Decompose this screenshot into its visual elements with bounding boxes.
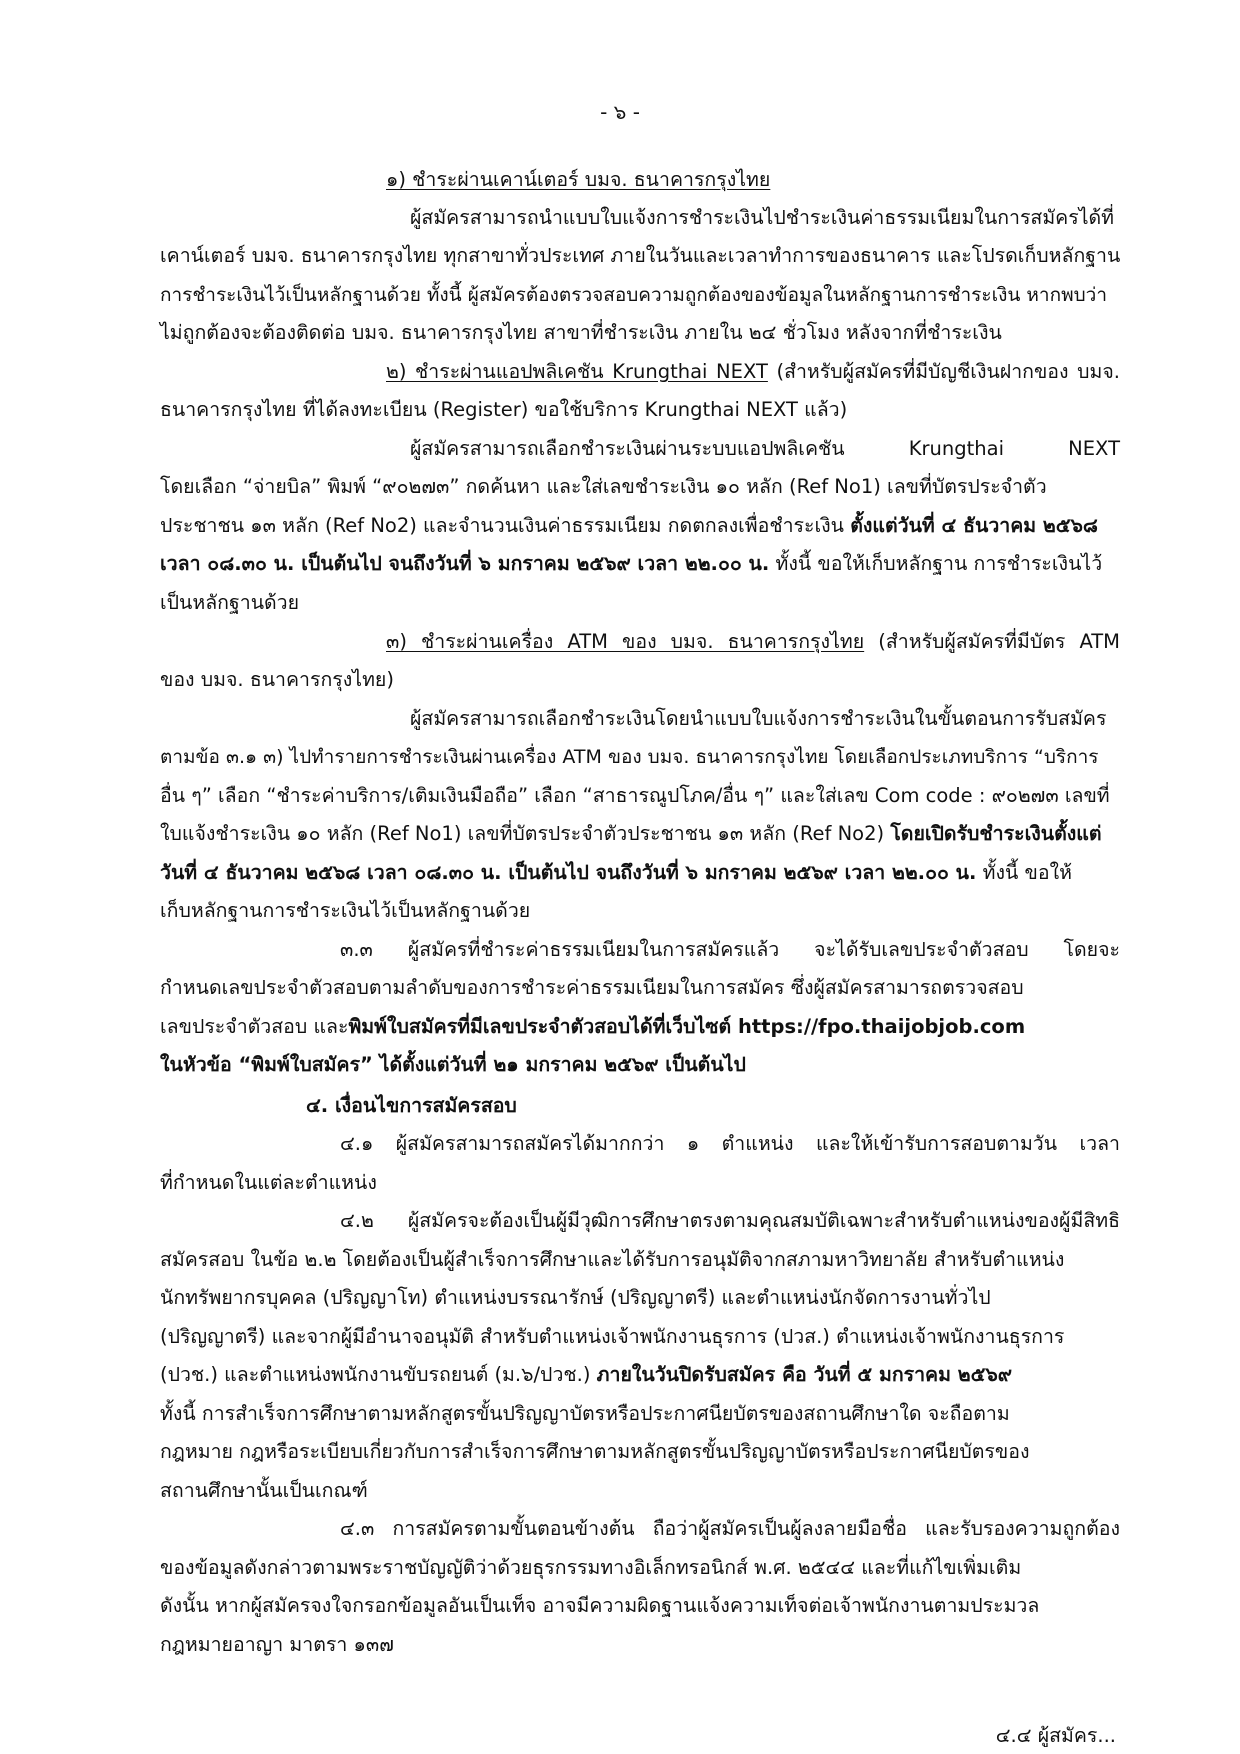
p42-line-5 bbox=[160, 1361, 1012, 1389]
s3-line-7-bold: วันที่ ๔ ธันวาคม ๒๕๖๘ เวลา ๐๘.๓๐ น. เป็นต้นไป จนถึงวันที่ ๖ มกราคม ๒๕๖๙ เวลา ๒๒.๐๐ น. bbox=[160, 861, 977, 884]
p41-line-1: ๔.๑ ผู้สมัครสามารถสมัครได้มากกว่า ๑ ตำแหน่ง และให้เข้ารับการสอบตามวัน เวลา bbox=[340, 1132, 1120, 1155]
p42-line-5-text: (ปวช.) และตำแหน่งพนักงานขับรถยนต์ (ม.๖/ปวช.) bbox=[160, 1363, 597, 1386]
s2-line-6-bold: เวลา ๐๘.๓๐ น. เป็นต้นไป จนถึงวันที่ ๖ มกราคม ๒๕๖๙ เวลา ๒๒.๐๐ น. bbox=[160, 552, 770, 575]
s2-line-7: เป็นหลักฐานด้วย bbox=[160, 591, 300, 614]
s33-line-4: ในหัวข้อ “พิมพ์ใบสมัคร” ได้ตั้งแต่วันที่ ๒๑ มกราคม ๒๕๖๙ เป็นต้นไป bbox=[160, 1053, 746, 1076]
s33-line-3-bold: พิมพ์ใบสมัครที่มีเลขประจำตัวสอบได้ที่เว็บไซต์ https://fpo.thaijobjob.com bbox=[348, 1015, 1026, 1038]
s3-line-8: เก็บหลักฐานการชำระเงินไว้เป็นหลักฐานด้วย bbox=[160, 899, 531, 922]
p42-line-6: ทั้งนี้ การสำเร็จการศึกษาตามหลักสูตรขั้นปริญญาบัตรหรือประกาศนียบัตรของสถานศึกษาใด จะถือตาม bbox=[160, 1402, 1010, 1425]
s3-line-6-bold: โดยเปิดรับชำระเงินตั้งแต่ bbox=[890, 822, 1102, 845]
s3-heading-rest: (สำหรับผู้สมัครที่มีบัตร ATM bbox=[864, 630, 1121, 653]
s3-heading-underlined: ๓) ชำระผ่านเครื่อง ATM ของ บมจ. ธนาคารกรุงไทย bbox=[386, 630, 865, 653]
s33-line-1: ๓.๓ ผู้สมัครที่ชำระค่าธรรมเนียมในการสมัครแล้ว จะได้รับเลขประจำตัวสอบ โดยจะ bbox=[340, 938, 1120, 961]
s2-line-6-text: ทั้งนี้ ขอให้เก็บหลักฐาน การชำระเงินไว้ bbox=[769, 552, 1103, 575]
s3-line-6-text: ใบแจ้งชำระเงิน ๑๐ หลัก (Ref No1) เลขที่บัตรประจำตัวประชาชน ๑๓ หลัก (Ref No2) bbox=[160, 822, 891, 845]
s33-line-3 bbox=[160, 1013, 1025, 1041]
s2-heading-rest: (สำหรับผู้สมัครที่มีบัญชีเงินฝากของ บมจ. bbox=[767, 360, 1120, 383]
s1-line-3: การชำระเงินไว้เป็นหลักฐานด้วย ทั้งนี้ ผู้สมัครต้องตรวจสอบความถูกต้องของข้อมูลในหลักฐานการชำระเงิน หากพบว่า bbox=[160, 284, 1108, 306]
s3-line-3: ผู้สมัครสามารถเลือกชำระเงินโดยนำแบบใบแจ้งการชำระเงินในขั้นตอนการรับสมัคร bbox=[410, 707, 1107, 730]
s2-line-6 bbox=[160, 550, 1102, 578]
s1-line-1: ผู้สมัครสามารถนำแบบใบแจ้งการชำระเงินไปชำระเงินค่าธรรมเนียมในการสมัครได้ที่ bbox=[410, 206, 1115, 229]
p42-line-1: ๔.๒ ผู้สมัครจะต้องเป็นผู้มีวุฒิการศึกษาตรงตามคุณสมบัติเฉพาะสำหรับตำแหน่งของผู้มีสิทธิ bbox=[340, 1209, 1120, 1232]
p42-line-4: (ปริญญาตรี) และจากผู้มีอำนาจอนุมัติ สำหรับตำแหน่งเจ้าพนักงานธุรการ (ปวส.) ตำแหน่งเจ้าพนักงานธุรการ bbox=[160, 1325, 1065, 1348]
s4-heading: ๔. เงื่อนไขการสมัครสอบ bbox=[306, 1094, 517, 1117]
s2-line-5-bold: ตั้งแต่วันที่ ๔ ธันวาคม ๒๕๖๘ bbox=[850, 514, 1098, 537]
s3-heading bbox=[386, 628, 1120, 656]
s33-line-2: กำหนดเลขประจำตัวสอบตามลำดับของการชำระค่าธรรมเนียมในการสมัคร ซึ่งผู้สมัครสามารถตรวจสอบ bbox=[160, 976, 1024, 999]
s2-line-5 bbox=[160, 512, 1098, 540]
p42-line-7: กฎหมาย กฎหรือระเบียบเกี่ยวกับการสำเร็จการศึกษาตามหลักสูตรขั้นปริญญาบัตรหรือประกาศนียบัตรของ bbox=[160, 1440, 1030, 1463]
s2-line-2: ธนาคารกรุงไทย ที่ได้ลงทะเบียน (Register) ขอใช้บริการ Krungthai NEXT แล้ว) bbox=[160, 398, 848, 421]
s2-line-3: ผู้สมัครสามารถเลือกชำระเงินผ่านระบบแอปพลิเคชัน Krungthai NEXT bbox=[410, 437, 1120, 460]
s2-line-5-text: ประชาชน ๑๓ หลัก (Ref No2) และจำนวนเงินค่าธรรมเนียม กดตกลงเพื่อชำระเงิน bbox=[160, 514, 851, 537]
s3-line-5: อื่น ๆ” เลือก “ชำระค่าบริการ/เติมเงินมือถือ” เลือก “สาธารณูปโภค/อื่น ๆ” และใส่เลข Com code : ๙๐๒๗๓ เลขที่ bbox=[160, 784, 1110, 807]
s1-line-4: ไม่ถูกต้องจะต้องติดต่อ บมจ. ธนาคารกรุงไทย สาขาที่ชำระเงิน ภายใน ๒๔ ชั่วโมง หลังจากที่ชำระเงิน bbox=[160, 321, 1002, 344]
s3-line-2: ของ บมจ. ธนาคารกรุงไทย) bbox=[160, 668, 394, 691]
s2-heading-underlined: ๒) ชำระผ่านแอปพลิเคชัน Krungthai NEXT bbox=[386, 360, 768, 383]
p42-line-8: สถานศึกษานั้นเป็นเกณฑ์ bbox=[160, 1479, 368, 1502]
s2-heading bbox=[386, 358, 1120, 386]
s33-line-3-text: เลขประจำตัวสอบ และ bbox=[160, 1015, 349, 1038]
s3-line-7 bbox=[160, 859, 1072, 887]
p42-line-3: นักทรัพยากรบุคคล (ปริญญาโท) ตำแหน่งบรรณารักษ์ (ปริญญาตรี) และตำแหน่งนักจัดการงานทั่วไป bbox=[160, 1286, 991, 1309]
s1-line-2: เคาน์เตอร์ บมจ. ธนาคารกรุงไทย ทุกสาขาทั่วประเทศ ภายในวันและเวลาทำการของธนาคาร และโปรดเก็บหลักฐาน bbox=[160, 244, 1121, 267]
p42-line-2: สมัครสอบ ในข้อ ๒.๒ โดยต้องเป็นผู้สำเร็จการศึกษาและได้รับการอนุมัติจากสภามหาวิทยาลัย สำหรับตำแหน่ง bbox=[160, 1248, 1065, 1271]
p42-line-5-bold: ภายในวันปิดรับสมัคร คือ วันที่ ๕ มกราคม ๒๕๖๙ bbox=[596, 1363, 1013, 1386]
p41-line-2: ที่กำหนดในแต่ละตำแหน่ง bbox=[160, 1171, 377, 1194]
p43-line-3: ดังนั้น หากผู้สมัครจงใจกรอกข้อมูลอันเป็นเท็จ อาจมีความผิดฐานแจ้งความเท็จต่อเจ้าพนักงานตามประมวล bbox=[160, 1594, 1040, 1617]
s3-line-6 bbox=[160, 820, 1102, 848]
page-number: - ๖ - bbox=[600, 100, 640, 124]
s3-line-4: ตามข้อ ๓.๑ ๓) ไปทำรายการชำระเงินผ่านเครื่อง ATM ของ บมจ. ธนาคารกรุงไทย โดยเลือกประเภทบริการ “บริการ bbox=[160, 746, 1099, 768]
s3-line-7-text: ทั้งนี้ ขอให้ bbox=[976, 861, 1072, 884]
s2-line-4: โดยเลือก “จ่ายบิล” พิมพ์ “๙๐๒๗๓” กดค้นหา และใส่เลขชำระเงิน ๑๐ หลัก (Ref No1) เลขที่บัตรประจำตัว bbox=[160, 475, 1047, 498]
p43-line-1: ๔.๓ การสมัครตามขั้นตอนข้างต้น ถือว่าผู้สมัครเป็นผู้ลงลายมือชื่อ และรับรองความถูกต้อง bbox=[340, 1517, 1120, 1540]
s1-heading: ๑) ชำระผ่านเคาน์เตอร์ บมจ. ธนาคารกรุงไทย bbox=[386, 168, 771, 191]
p43-line-2: ของข้อมูลดังกล่าวตามพระราชบัญญัติว่าด้วยธุรกรรมทางอิเล็กทรอนิกส์ พ.ศ. ๒๕๔๔ และที่แก้ไขเพิ่มเติม bbox=[160, 1556, 1022, 1579]
footer-continuation: ๔.๔ ผู้สมัคร... bbox=[995, 1724, 1116, 1747]
p43-line-4: กฎหมายอาญา มาตรา ๑๓๗ bbox=[160, 1633, 394, 1656]
